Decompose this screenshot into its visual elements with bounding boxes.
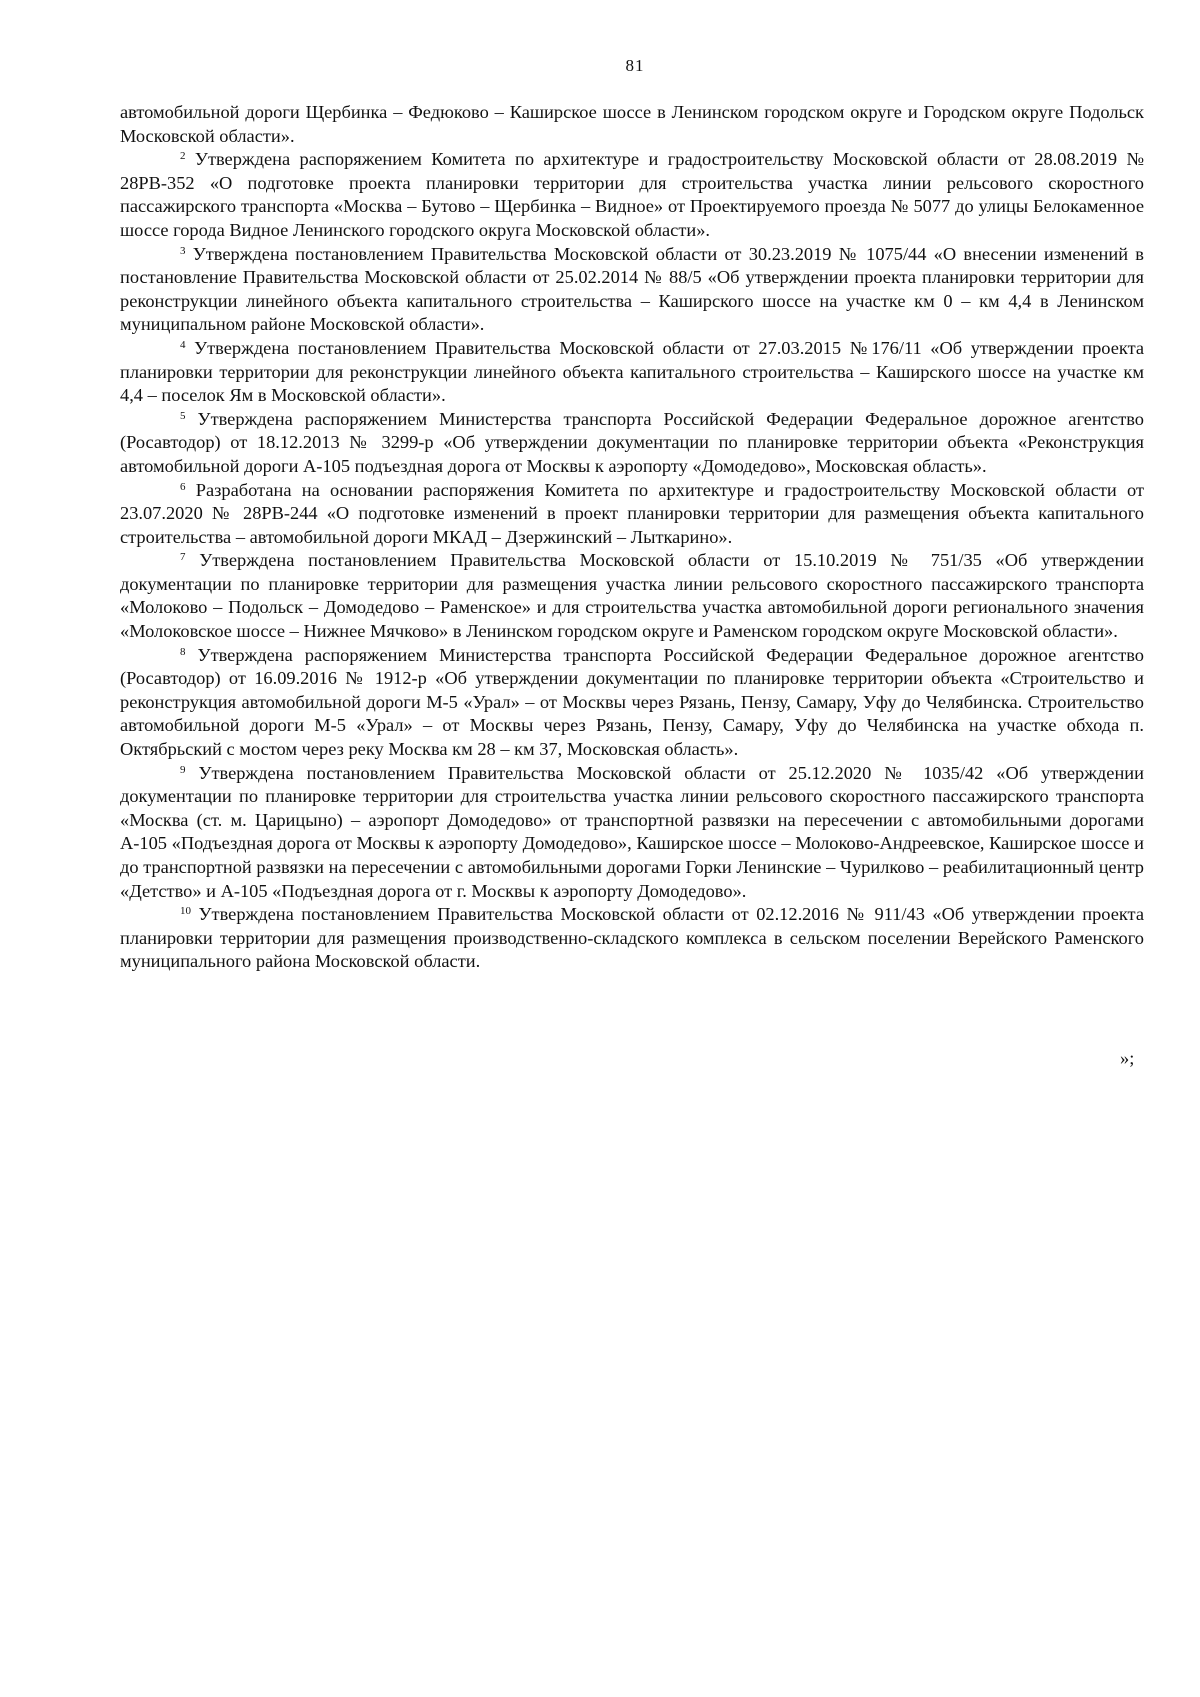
footnote-number: 3 <box>180 244 186 257</box>
footnote-text: Утверждена распоряжением Министерства транспорта Российской Федерации Федеральное дорожное агентство (Росавтодор) от 16.09.2016 № 1912-р «Об утверждении документации по планировке территории объекта «Строительство и реконструкция автомобильной дороги М-5 «Урал» – от Москвы через Рязань, Пензу, Самару, Уфу до Челябинска. Строительство автомобильной дороги М-5 «Урал» – от Москвы через Рязань, Пензу, Самару, Уфу до Челябинска на участке обхода п. Октябрьский с мостом через реку Москва км 28 – км 37, Московская область». <box>120 644 1144 760</box>
footnote-text: Утверждена постановлением Правительства Московской области от 25.12.2020 № 1035/42 «Об утверждении документации по планировке территории для строительства участка линии рельсового скоростного пассажирского транспорта «Москва (ст. м. Царицыно) – аэропорт Домодедово» от транспортной развязки на пересечении с автомобильными дорогами А-105 «Подъездная дорога от Москвы к аэропорту Домодедово», Каширское шоссе – Молоково-Андреевское, Каширское шоссе и до транспортной развязки на пересечении с автомобильными дорогами Горки Ленинские – Чурилково – реабилитационный центр «Детство» и А-105 «Подъездная дорога от г. Москвы к аэропорту Домодедово». <box>120 762 1144 901</box>
continuation-text: автомобильной дороги Щербинка – Федюково – Каширское шоссе в Ленинском городском округе и Городском округе Подольск Московской области». <box>120 102 1144 146</box>
footnote-10 <box>120 903 1144 974</box>
footnote-number: 2 <box>180 150 186 163</box>
footnote-text: Утверждена распоряжением Комитета по архитектуре и градостроительству Московской области от 28.08.2019 № 28РВ-352 «О подготовке проекта планировки территории для строительства участка линии рельсового скоростного пассажирского транспорта «Москва – Бутово – Щербинка – Видное» от Проектируемого проезда № 5077 до улицы Белокаменное шоссе города Видное Ленинского городского округа Московской области». <box>120 149 1144 240</box>
footnote-text: Утверждена постановлением Правительства Московской области от 15.10.2019 № 751/35 «Об утверждении документации по планировке территории для размещения участка линии рельсового скоростного пассажирского транспорта «Молоково – Подольск – Домодедово – Раменское» и для строительства участка автомобильной дороги регионального значения «Молоковское шоссе – Нижнее Мячково» в Ленинском городском округе и Раменском городском округе Московской области». <box>120 550 1144 642</box>
footnote-7 <box>120 549 1144 643</box>
footnote-text: Утверждена распоряжением Министерства транспорта Российской Федерации Федеральное дорожное агентство (Росавтодор) от 18.12.2013 № 3299-р «Об утверждении документации по планировке территории объекта «Реконструкция автомобильной дороги А-105 подъездная дорога от Москвы к аэропорту «Домодедово», Московская область». <box>120 408 1144 476</box>
footnote-number: 9 <box>180 763 186 776</box>
footnote-8 <box>120 644 1144 762</box>
footnote-number: 8 <box>180 645 186 658</box>
footnote-number: 4 <box>180 338 186 351</box>
footnotes-body <box>120 101 1144 974</box>
footnote-6 <box>120 479 1144 550</box>
footnote-text: Утверждена постановлением Правительства Московской области от 27.03.2015 №176/11 «Об утверждении проекта планировки территории для реконструкции линейного объекта капитального строительства – Каширского шоссе на участке км 4,4 – поселок Ям в Московской области». <box>120 337 1144 406</box>
footnote-9 <box>120 762 1144 904</box>
footnote-text: Разработана на основании распоряжения Комитета по архитектуре и градостроительству Московской области от 23.07.2020 № 28РВ-244 «О подготовке изменений в проект планировки территории для размещения объекта капитального строительства – автомобильной дороги МКАД – Дзержинский – Лыткарино». <box>120 479 1144 547</box>
footnote-5 <box>120 408 1144 479</box>
footnote-text: Утверждена постановлением Правительства Московской области от 30.23.2019 № 1075/44 «О внесении изменений в постановление Правительства Московской области от 25.02.2014 № 88/5 «Об утверждении проекта планировки территории для реконструкции линейного объекта капитального строительства – Каширского шоссе на участке км 0 – км 4,4 в Ленинском муниципальном районе Московской области». <box>120 243 1144 335</box>
footnote-number: 7 <box>180 551 186 564</box>
page-number: 81 <box>625 56 645 75</box>
footnote-2 <box>120 148 1144 242</box>
footnote-number: 6 <box>180 480 186 493</box>
footnote-3 <box>120 243 1144 337</box>
closing-quote-mark: »; <box>1120 1048 1135 1068</box>
footnote-4 <box>120 337 1144 408</box>
footnote-number: 5 <box>180 409 186 422</box>
footnote-text: Утверждена постановлением Правительства Московской области от 02.12.2016 № 911/43 «Об утверждении проекта планировки территории для размещения производственно-складского комплекса в сельском поселении Верейского Раменского муниципального района Московской области. <box>120 904 1144 972</box>
footnote-number: 10 <box>180 905 191 918</box>
